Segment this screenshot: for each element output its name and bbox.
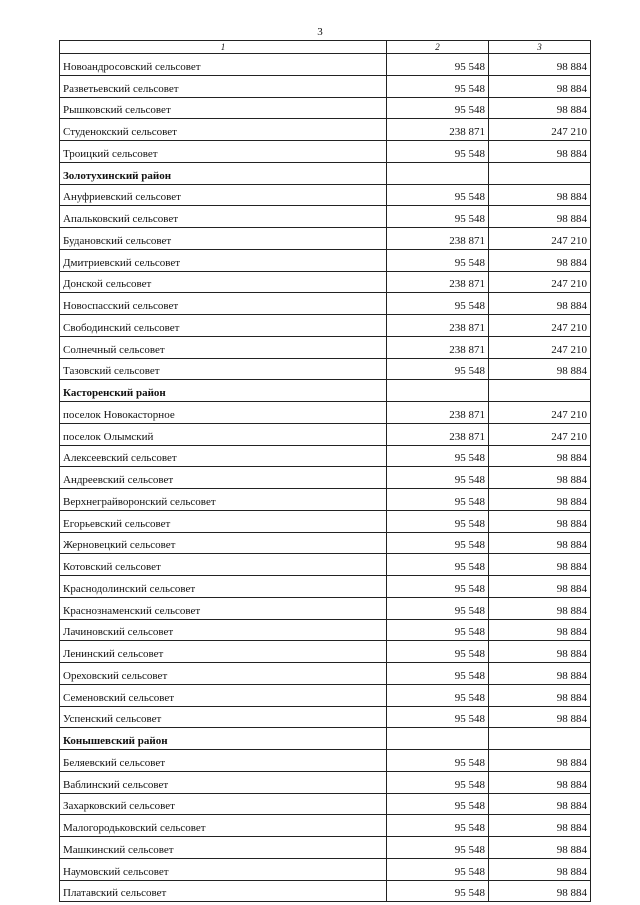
row-name-cell: Успенский сельсовет — [60, 706, 387, 728]
row-value-col2-cell: 95 548 — [387, 576, 489, 598]
row-value-col3-cell: 98 884 — [489, 554, 591, 576]
row-name-cell: Котовский сельсовет — [60, 554, 387, 576]
page-number: 3 — [317, 26, 323, 38]
row-value-col3-cell: 98 884 — [489, 510, 591, 532]
table-row — [60, 75, 591, 97]
row-name-cell: Разветьевский сельсовет — [60, 75, 387, 97]
table-row — [60, 402, 591, 424]
row-name-cell: Ануфриевский сельсовет — [60, 184, 387, 206]
row-value-col3-cell: 98 884 — [489, 793, 591, 815]
row-value-col2-cell: 95 548 — [387, 771, 489, 793]
row-value-col3-cell: 98 884 — [489, 750, 591, 772]
row-value-col3-cell: 98 884 — [489, 663, 591, 685]
row-value-col3-cell: 98 884 — [489, 445, 591, 467]
row-value-col2-cell: 238 871 — [387, 228, 489, 250]
table-row — [60, 206, 591, 228]
row-value-col2-cell: 95 548 — [387, 358, 489, 380]
table-row — [60, 793, 591, 815]
row-value-col3-cell: 98 884 — [489, 184, 591, 206]
row-value-col3-cell: 98 884 — [489, 249, 591, 271]
row-value-col2-cell: 95 548 — [387, 249, 489, 271]
row-value-col3-cell: 98 884 — [489, 771, 591, 793]
row-value-col2-cell: 95 548 — [387, 184, 489, 206]
table-row — [60, 880, 591, 902]
row-value-col2-cell: 95 548 — [387, 837, 489, 859]
table-row — [60, 706, 591, 728]
row-value-col3-cell: 98 884 — [489, 532, 591, 554]
row-value-col3-cell: 247 210 — [489, 315, 591, 337]
row-value-col2-cell: 95 548 — [387, 75, 489, 97]
row-value-col3-cell: 98 884 — [489, 641, 591, 663]
column-number-3: 3 — [489, 41, 591, 54]
allocation-table — [59, 40, 591, 902]
table-row — [60, 467, 591, 489]
row-name-cell: Апальковский сельсовет — [60, 206, 387, 228]
row-value-col2-cell: 95 548 — [387, 489, 489, 511]
row-value-col3-cell: 98 884 — [489, 141, 591, 163]
row-name-cell: Ваблинский сельсовет — [60, 771, 387, 793]
row-value-col2-cell: 95 548 — [387, 858, 489, 880]
row-name-cell: Донской сельсовет — [60, 271, 387, 293]
row-value-col3-cell: 247 210 — [489, 336, 591, 358]
row-value-col3-cell: 98 884 — [489, 880, 591, 902]
row-value-col3-cell: 247 210 — [489, 402, 591, 424]
table-row — [60, 119, 591, 141]
row-name-cell: Малогородьковский сельсовет — [60, 815, 387, 837]
table-header — [60, 41, 591, 54]
row-value-col2-cell: 95 548 — [387, 206, 489, 228]
row-value-col3-cell — [489, 380, 591, 402]
row-value-col3-cell: 98 884 — [489, 706, 591, 728]
row-value-col3-cell: 98 884 — [489, 576, 591, 598]
table-row — [60, 249, 591, 271]
table-row — [60, 423, 591, 445]
table-row — [60, 336, 591, 358]
table-row — [60, 684, 591, 706]
row-name-cell: Троицкий сельсовет — [60, 141, 387, 163]
table-row — [60, 315, 591, 337]
table-row — [60, 271, 591, 293]
table-body — [60, 54, 591, 902]
row-name-cell: Беляевский сельсовет — [60, 750, 387, 772]
row-name-cell: Свободинский сельсовет — [60, 315, 387, 337]
header-row — [60, 41, 591, 54]
row-name-cell: Верхнеграйворонский сельсовет — [60, 489, 387, 511]
row-value-col2-cell: 95 548 — [387, 641, 489, 663]
row-name-cell: Егорьевский сельсовет — [60, 510, 387, 532]
row-value-col3-cell: 247 210 — [489, 271, 591, 293]
row-name-cell: Тазовский сельсовет — [60, 358, 387, 380]
table-row — [60, 858, 591, 880]
row-value-col3-cell: 98 884 — [489, 54, 591, 76]
table-row — [60, 97, 591, 119]
row-value-col2-cell: 95 548 — [387, 706, 489, 728]
row-value-col3-cell: 98 884 — [489, 75, 591, 97]
row-value-col2-cell: 95 548 — [387, 97, 489, 119]
district-header-row — [60, 380, 591, 402]
row-name-cell: Андреевский сельсовет — [60, 467, 387, 489]
table-row — [60, 489, 591, 511]
row-name-cell: Машкинский сельсовет — [60, 837, 387, 859]
row-name-cell: Жерновецкий сельсовет — [60, 532, 387, 554]
row-value-col3-cell: 98 884 — [489, 489, 591, 511]
row-name-cell: Будановский сельсовет — [60, 228, 387, 250]
row-value-col3-cell: 247 210 — [489, 423, 591, 445]
row-value-col3-cell — [489, 728, 591, 750]
table-row — [60, 141, 591, 163]
table-row — [60, 641, 591, 663]
row-value-col2-cell: 95 548 — [387, 597, 489, 619]
row-name-cell: Семеновский сельсовет — [60, 684, 387, 706]
row-value-col2-cell: 95 548 — [387, 880, 489, 902]
table-row — [60, 663, 591, 685]
row-value-col3-cell: 98 884 — [489, 619, 591, 641]
row-name-cell: Лачиновский сельсовет — [60, 619, 387, 641]
row-value-col2-cell: 238 871 — [387, 315, 489, 337]
table-row — [60, 815, 591, 837]
row-name-cell: Конышевский район — [60, 728, 387, 750]
row-name-cell: Краснознаменский сельсовет — [60, 597, 387, 619]
row-name-cell: Захарковский сельсовет — [60, 793, 387, 815]
row-value-col2-cell: 238 871 — [387, 271, 489, 293]
table-row — [60, 184, 591, 206]
row-value-col3-cell: 98 884 — [489, 97, 591, 119]
row-value-col2-cell: 95 548 — [387, 445, 489, 467]
row-value-col2-cell: 238 871 — [387, 119, 489, 141]
row-value-col2-cell: 95 548 — [387, 141, 489, 163]
row-value-col3-cell: 98 884 — [489, 358, 591, 380]
table-row — [60, 771, 591, 793]
column-number-2: 2 — [387, 41, 489, 54]
row-value-col3-cell: 247 210 — [489, 228, 591, 250]
table-row — [60, 228, 591, 250]
row-value-col3-cell — [489, 162, 591, 184]
row-value-col3-cell: 98 884 — [489, 858, 591, 880]
row-value-col2-cell: 238 871 — [387, 336, 489, 358]
row-value-col3-cell: 247 210 — [489, 119, 591, 141]
row-name-cell: Рышковский сельсовет — [60, 97, 387, 119]
table-row — [60, 445, 591, 467]
row-value-col2-cell: 95 548 — [387, 293, 489, 315]
table-row — [60, 554, 591, 576]
row-value-col2-cell: 95 548 — [387, 510, 489, 532]
table-row — [60, 619, 591, 641]
table-row — [60, 358, 591, 380]
row-name-cell: Платавский сельсовет — [60, 880, 387, 902]
row-value-col3-cell: 98 884 — [489, 597, 591, 619]
row-value-col2-cell — [387, 162, 489, 184]
row-value-col3-cell: 98 884 — [489, 815, 591, 837]
row-value-col3-cell: 98 884 — [489, 293, 591, 315]
row-value-col2-cell: 95 548 — [387, 54, 489, 76]
table-row — [60, 532, 591, 554]
row-name-cell: Касторенский район — [60, 380, 387, 402]
row-name-cell: Солнечный сельсовет — [60, 336, 387, 358]
row-name-cell: Наумовский сельсовет — [60, 858, 387, 880]
table-row — [60, 510, 591, 532]
row-value-col2-cell: 238 871 — [387, 402, 489, 424]
row-name-cell: Алексеевский сельсовет — [60, 445, 387, 467]
row-value-col2-cell — [387, 728, 489, 750]
row-name-cell: Золотухинский район — [60, 162, 387, 184]
row-name-cell: Новоандросовский сельсовет — [60, 54, 387, 76]
table-row — [60, 576, 591, 598]
row-value-col3-cell: 98 884 — [489, 206, 591, 228]
row-name-cell: Ленинский сельсовет — [60, 641, 387, 663]
row-value-col2-cell: 95 548 — [387, 793, 489, 815]
table-row — [60, 837, 591, 859]
row-value-col3-cell: 98 884 — [489, 684, 591, 706]
row-name-cell: Студенокский сельсовет — [60, 119, 387, 141]
row-name-cell: Новоспасский сельсовет — [60, 293, 387, 315]
row-value-col2-cell: 95 548 — [387, 619, 489, 641]
table-row — [60, 750, 591, 772]
row-value-col2-cell: 95 548 — [387, 554, 489, 576]
row-name-cell: поселок Олымский — [60, 423, 387, 445]
row-value-col2-cell: 95 548 — [387, 750, 489, 772]
table-row — [60, 293, 591, 315]
row-value-col3-cell: 98 884 — [489, 837, 591, 859]
row-value-col2-cell: 95 548 — [387, 684, 489, 706]
row-value-col2-cell: 95 548 — [387, 815, 489, 837]
row-name-cell: Ореховский сельсовет — [60, 663, 387, 685]
row-value-col2-cell: 238 871 — [387, 423, 489, 445]
row-name-cell: поселок Новокасторное — [60, 402, 387, 424]
row-value-col2-cell — [387, 380, 489, 402]
district-header-row — [60, 162, 591, 184]
row-name-cell: Дмитриевский сельсовет — [60, 249, 387, 271]
district-header-row — [60, 728, 591, 750]
table-row — [60, 54, 591, 76]
row-name-cell: Краснодолинский сельсовет — [60, 576, 387, 598]
row-value-col2-cell: 95 548 — [387, 467, 489, 489]
row-value-col2-cell: 95 548 — [387, 532, 489, 554]
table-row — [60, 597, 591, 619]
row-value-col2-cell: 95 548 — [387, 663, 489, 685]
row-value-col3-cell: 98 884 — [489, 467, 591, 489]
column-number-1: 1 — [60, 41, 387, 54]
